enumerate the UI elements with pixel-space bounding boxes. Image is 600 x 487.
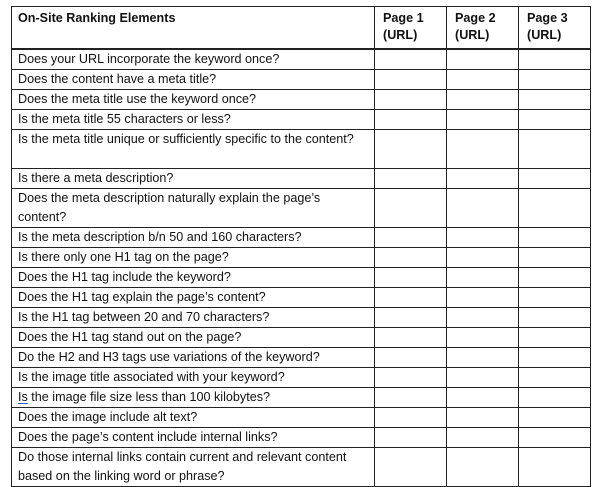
page-2-cell[interactable]	[447, 130, 519, 169]
table-row	[12, 428, 591, 448]
page-1-cell[interactable]	[375, 388, 447, 408]
page-1-cell[interactable]	[375, 49, 447, 70]
question-cell: Is there only one H1 tag on the page?	[12, 248, 375, 268]
table-row	[12, 348, 591, 368]
question-cell: Does the H1 tag stand out on the page?	[12, 328, 375, 348]
page-1-cell[interactable]	[375, 428, 447, 448]
table-row	[12, 368, 591, 388]
page-3-cell[interactable]	[519, 130, 591, 169]
table-row	[12, 288, 591, 308]
page-3-cell[interactable]	[519, 169, 591, 189]
page-1-cell[interactable]	[375, 288, 447, 308]
table-row	[12, 90, 591, 110]
page-3-cell[interactable]	[519, 110, 591, 130]
header-page-3	[519, 7, 591, 50]
checklist-document	[11, 6, 590, 487]
table-row	[12, 448, 591, 487]
question-cell: Is the meta description b/n 50 and 160 characters?	[12, 228, 375, 248]
question-cell	[12, 388, 375, 408]
page-1-cell[interactable]	[375, 248, 447, 268]
table-row	[12, 130, 591, 169]
page-1-cell[interactable]	[375, 268, 447, 288]
page-1-cell[interactable]	[375, 448, 447, 487]
table-header-row	[12, 7, 591, 50]
question-cell: Is the meta title 55 characters or less?	[12, 110, 375, 130]
page-3-cell[interactable]	[519, 49, 591, 70]
page-2-cell[interactable]	[447, 408, 519, 428]
page-1-cell[interactable]	[375, 169, 447, 189]
page-3-cell[interactable]	[519, 448, 591, 487]
page-2-cell[interactable]	[447, 448, 519, 487]
header-page-2	[447, 7, 519, 50]
page-2-cell[interactable]	[447, 228, 519, 248]
table-row	[12, 110, 591, 130]
table-row	[12, 169, 591, 189]
page-3-cell[interactable]	[519, 288, 591, 308]
question-cell: Does your URL incorporate the keyword once?	[12, 49, 375, 70]
page-2-cell[interactable]	[447, 70, 519, 90]
page-3-cell[interactable]	[519, 248, 591, 268]
page-3-cell[interactable]	[519, 428, 591, 448]
page-3-cell[interactable]	[519, 388, 591, 408]
table-row	[12, 328, 591, 348]
question-cell: Is the H1 tag between 20 and 70 characters?	[12, 308, 375, 328]
page-2-cell[interactable]	[447, 428, 519, 448]
page-1-cell[interactable]	[375, 228, 447, 248]
page-2-cell[interactable]	[447, 388, 519, 408]
page-2-cell[interactable]	[447, 328, 519, 348]
header-page-2-label: Page 2	[455, 11, 496, 25]
page-2-cell[interactable]	[447, 189, 519, 228]
page-3-cell[interactable]	[519, 189, 591, 228]
table-row	[12, 228, 591, 248]
page-1-cell[interactable]	[375, 189, 447, 228]
header-page-1	[375, 7, 447, 50]
table-row	[12, 388, 591, 408]
table-row	[12, 408, 591, 428]
page-1-cell[interactable]	[375, 70, 447, 90]
table-row	[12, 248, 591, 268]
question-cell: Is the meta title unique or sufficiently specific to the content?	[12, 130, 375, 169]
page-1-cell[interactable]	[375, 110, 447, 130]
page-2-cell[interactable]	[447, 348, 519, 368]
header-page-1-url: (URL)	[383, 28, 418, 42]
question-cell: Is there a meta description?	[12, 169, 375, 189]
header-page-1-label: Page 1	[383, 11, 424, 25]
question-cell: Is the image title associated with your keyword?	[12, 368, 375, 388]
page-2-cell[interactable]	[447, 308, 519, 328]
question-prefix: Is	[18, 390, 28, 404]
page-2-cell[interactable]	[447, 110, 519, 130]
page-3-cell[interactable]	[519, 368, 591, 388]
page-2-cell[interactable]	[447, 169, 519, 189]
page-1-cell[interactable]	[375, 408, 447, 428]
page-2-cell[interactable]	[447, 268, 519, 288]
header-page-3-label: Page 3	[527, 11, 568, 25]
page-1-cell[interactable]	[375, 348, 447, 368]
page-1-cell[interactable]	[375, 328, 447, 348]
question-cell: Does the H1 tag include the keyword?	[12, 268, 375, 288]
page-1-cell[interactable]	[375, 308, 447, 328]
page-3-cell[interactable]	[519, 70, 591, 90]
page-2-cell[interactable]	[447, 288, 519, 308]
question-cell: Do the H2 and H3 tags use variations of the keyword?	[12, 348, 375, 368]
page-3-cell[interactable]	[519, 268, 591, 288]
table-row	[12, 70, 591, 90]
table-row	[12, 268, 591, 288]
question-cell: Does the H1 tag explain the page’s content?	[12, 288, 375, 308]
question-cell: Does the content have a meta title?	[12, 70, 375, 90]
page-2-cell[interactable]	[447, 90, 519, 110]
page-3-cell[interactable]	[519, 348, 591, 368]
question-cell: Does the image include alt text?	[12, 408, 375, 428]
page-2-cell[interactable]	[447, 368, 519, 388]
question-cell: Does the meta description naturally explain the page’s content?	[12, 189, 375, 228]
page-3-cell[interactable]	[519, 308, 591, 328]
page-1-cell[interactable]	[375, 368, 447, 388]
table-row	[12, 189, 591, 228]
table-row	[12, 308, 591, 328]
header-title: On-Site Ranking Elements	[12, 7, 375, 50]
page-1-cell[interactable]	[375, 130, 447, 169]
question-cell: Do those internal links contain current and relevant content based on the linking word or phrase?	[12, 448, 375, 487]
table-row	[12, 49, 591, 70]
page-3-cell[interactable]	[519, 408, 591, 428]
page-2-cell[interactable]	[447, 248, 519, 268]
question-cell: Does the page’s content include internal links?	[12, 428, 375, 448]
page-1-cell[interactable]	[375, 90, 447, 110]
header-page-2-url: (URL)	[455, 28, 490, 42]
page-2-cell[interactable]	[447, 49, 519, 70]
page-3-cell[interactable]	[519, 90, 591, 110]
header-page-3-url: (URL)	[527, 28, 562, 42]
question-text: the image file size less than 100 kilobytes?	[27, 390, 271, 404]
question-cell: Does the meta title use the keyword once?	[12, 90, 375, 110]
page-3-cell[interactable]	[519, 328, 591, 348]
page-3-cell[interactable]	[519, 228, 591, 248]
ranking-checklist-table	[11, 6, 591, 487]
